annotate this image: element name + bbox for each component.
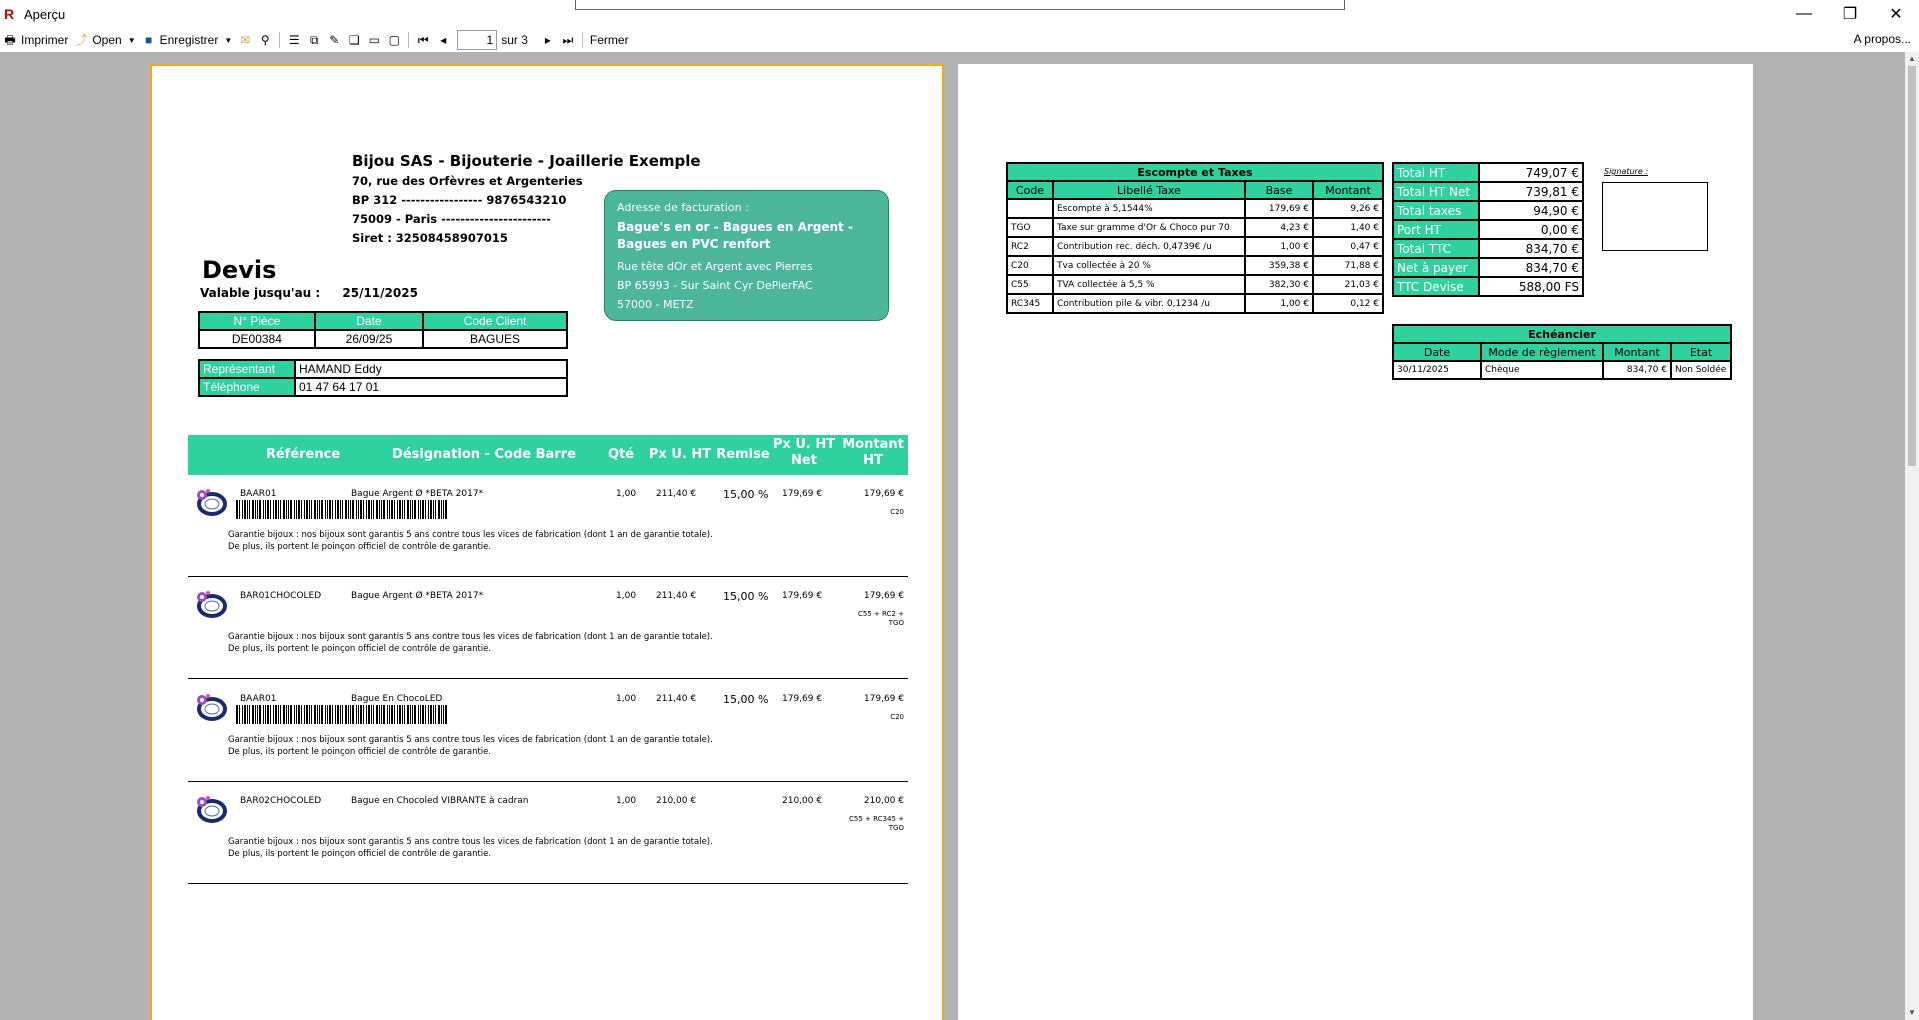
- taxes-header-amount: Montant: [1313, 181, 1383, 199]
- tax-base: 382,30 €: [1245, 275, 1313, 294]
- total-value: 834,70 €: [1479, 239, 1583, 258]
- line-item: [188, 577, 908, 679]
- line-item: [188, 782, 908, 884]
- print-button[interactable]: [0, 29, 71, 51]
- line-net-price: 179,69 €: [782, 489, 823, 499]
- billing-address-box: [604, 190, 889, 321]
- tax-row: [1007, 237, 1383, 256]
- line-discount: 15,00 %: [723, 590, 769, 603]
- line-qty: 1,00: [616, 591, 637, 601]
- signature-label: Signature :: [1604, 167, 1649, 176]
- line-reference: BAAR01: [240, 694, 277, 704]
- header-client: Code Client: [423, 312, 567, 330]
- prev-page-button[interactable]: [433, 29, 453, 51]
- guarantee-line: Garantie bijoux : nos bijoux sont garantis 5 ans contre tous les vices de fabrication (dont 1 an de garantie totale).: [228, 735, 713, 745]
- tax-amount: 21,03 €: [1313, 275, 1383, 294]
- restore-button[interactable]: ❐: [1842, 6, 1858, 23]
- line-item: [188, 680, 908, 782]
- tax-label: TVA collectée à 5,5 %: [1053, 275, 1245, 294]
- copy-button[interactable]: [344, 29, 364, 51]
- ring-product-icon: [192, 794, 228, 824]
- line-designation: Bague Argent Ø *BETA 2017*: [351, 489, 484, 499]
- billing-address-line: 57000 - METZ: [617, 298, 694, 311]
- barcode: [236, 705, 448, 724]
- email-button[interactable]: [235, 29, 255, 51]
- total-label: Port HT: [1393, 220, 1479, 239]
- validity-date: 25/11/2025: [342, 286, 418, 300]
- prev-page-icon: ◂: [440, 33, 447, 47]
- tax-row: [1007, 199, 1383, 218]
- tax-base: 4,23 €: [1245, 218, 1313, 237]
- tax-label: Tva collectée à 20 %: [1053, 256, 1245, 275]
- line-qty: 1,00: [616, 489, 637, 499]
- line-reference: BAAR01: [240, 489, 277, 499]
- last-page-button[interactable]: [558, 29, 578, 51]
- company-address-line: 75009 - Paris -----------------------: [352, 212, 551, 226]
- barcode: [236, 500, 448, 519]
- col-qty: Qté: [607, 447, 635, 462]
- rep-label: Représentant: [199, 360, 295, 378]
- line-net-price: 210,00 €: [782, 796, 823, 806]
- piece-number: DE00384: [199, 330, 315, 348]
- schedule-header-mode: Mode de règlement: [1481, 343, 1603, 361]
- new-page-button[interactable]: [364, 29, 384, 51]
- line-net-price: 179,69 €: [782, 591, 823, 601]
- print-label: Imprimer: [21, 33, 69, 47]
- line-designation: Bague Argent Ø *BETA 2017*: [351, 591, 484, 601]
- preview-area[interactable]: [0, 52, 1919, 1020]
- tax-base: 179,69 €: [1245, 199, 1313, 218]
- schedule-mode: Chèque: [1481, 361, 1603, 379]
- scroll-down-icon[interactable]: ▼: [1908, 1008, 1916, 1017]
- tax-code: RC345: [1007, 294, 1053, 313]
- open-button[interactable]: [71, 29, 138, 51]
- guarantee-note: [228, 529, 713, 553]
- line-net-price: 179,69 €: [782, 694, 823, 704]
- total-label: TTC Devise: [1393, 277, 1479, 296]
- tel-value: 01 47 64 17 01: [295, 378, 567, 396]
- line-unit-price: 211,40 €: [656, 694, 697, 704]
- open-label: Open: [92, 33, 122, 47]
- billing-label: Adresse de facturation :: [617, 201, 749, 214]
- vertical-scrollbar[interactable]: [1905, 52, 1919, 1020]
- billing-address-line: BP 65993 - Sur Saint Cyr DePierFAC: [617, 279, 813, 292]
- total-row: [1393, 201, 1583, 220]
- window-controls: [1781, 0, 1919, 28]
- total-row: [1393, 182, 1583, 201]
- total-row: [1393, 220, 1583, 239]
- last-page-icon: ⏭: [562, 33, 574, 47]
- separator: [408, 32, 409, 48]
- ring-product-icon: [192, 487, 228, 517]
- schedule-amount: 834,70 €: [1603, 361, 1671, 379]
- lines-header: [188, 435, 908, 475]
- page-2: [958, 64, 1753, 1020]
- tax-amount: 0,47 €: [1313, 237, 1383, 256]
- page-1: [150, 64, 944, 1020]
- total-value: 749,07 €: [1479, 163, 1583, 182]
- tax-amount: 9,26 €: [1313, 199, 1383, 218]
- schedule-header-state: Etat: [1671, 343, 1731, 361]
- total-value: 588,00 FS: [1479, 277, 1583, 296]
- close-window-button[interactable]: ✕: [1889, 6, 1903, 23]
- guarantee-note: [228, 631, 713, 655]
- total-value: 834,70 €: [1479, 258, 1583, 277]
- open-folder-icon: ⤴: [75, 33, 88, 47]
- line-qty: 1,00: [616, 796, 637, 806]
- first-page-icon: ⏮: [417, 33, 429, 47]
- guarantee-line: De plus, ils portent le poinçon officiel de contrôle de garantie.: [228, 542, 492, 552]
- line-tax-codes: C55 + RC345 + TGO: [849, 815, 904, 832]
- tax-base: 1,00 €: [1245, 294, 1313, 313]
- edit-button[interactable]: [324, 29, 344, 51]
- tax-base: 359,38 €: [1245, 256, 1313, 275]
- save-label: Enregistrer: [159, 33, 219, 47]
- close-preview-button[interactable]: [587, 29, 632, 51]
- col-designation: Désignation - Code Barre: [392, 447, 576, 462]
- first-page-button[interactable]: [413, 29, 433, 51]
- line-amount: 179,69 €: [863, 591, 904, 601]
- line-amount: 179,69 €: [863, 489, 904, 499]
- totals-table: [1392, 162, 1584, 297]
- tax-amount: 1,40 €: [1313, 218, 1383, 237]
- tax-code: C20: [1007, 256, 1053, 275]
- tax-code: TGO: [1007, 218, 1053, 237]
- company-address-line: BP 312 ----------------- 9876543210: [352, 193, 567, 207]
- copy-icon: ❏: [348, 33, 360, 47]
- app-icon: R: [4, 6, 15, 22]
- line-amount: 210,00 €: [863, 796, 904, 806]
- header-piece: N° Pièce: [199, 312, 315, 330]
- search-button[interactable]: [255, 29, 275, 51]
- taxes-table: [1006, 162, 1384, 314]
- company-name: Bijou SAS - Bijouterie - Joaillerie Exemple: [352, 152, 701, 170]
- total-row: [1393, 258, 1583, 277]
- line-unit-price: 211,40 €: [656, 489, 697, 499]
- guarantee-note: [228, 836, 713, 860]
- line-qty: 1,00: [616, 694, 637, 704]
- guarantee-note: [228, 734, 713, 758]
- total-row: [1393, 277, 1583, 296]
- separator: [582, 32, 583, 48]
- guarantee-line: De plus, ils portent le poinçon officiel de contrôle de garantie.: [228, 747, 492, 757]
- total-label: Total HT Net: [1393, 182, 1479, 201]
- frame-icon: ▢: [388, 33, 400, 47]
- page-icon: ▭: [368, 33, 380, 47]
- page-number-input[interactable]: [457, 30, 497, 50]
- taxes-title: Escompte et Taxes: [1007, 163, 1383, 181]
- billing-name: Bagues en PVC renfort: [617, 237, 771, 251]
- col-net-price-l2: Net: [791, 453, 817, 468]
- line-discount: 15,00 %: [723, 488, 769, 501]
- printer-icon: 🖶: [4, 33, 16, 47]
- tax-amount: 0,12 €: [1313, 294, 1383, 313]
- line-item: [188, 475, 908, 577]
- tax-label: Escompte à 5,1544%: [1053, 199, 1245, 218]
- representative-table: [198, 359, 568, 397]
- col-amount: [838, 437, 908, 469]
- client-code: BAGUES: [423, 330, 567, 348]
- schedule-header-date: Date: [1393, 343, 1481, 361]
- ring-product-icon: [192, 692, 228, 722]
- next-page-icon: ▸: [544, 33, 551, 47]
- list-icon: ☰: [288, 33, 300, 47]
- tel-label: Téléphone: [199, 378, 295, 396]
- toolbar: [0, 28, 1919, 52]
- chevron-down-icon[interactable]: ▼: [127, 35, 136, 45]
- close-label: Fermer: [589, 33, 629, 47]
- line-unit-price: 211,40 €: [656, 591, 697, 601]
- schedule-header-amount: Montant: [1603, 343, 1671, 361]
- tax-row: [1007, 218, 1383, 237]
- fullscreen-button[interactable]: [384, 29, 404, 51]
- col-net-price: [772, 437, 836, 469]
- separator: [279, 32, 280, 48]
- guarantee-line: Garantie bijoux : nos bijoux sont garantis 5 ans contre tous les vices de fabrication (dont 1 an de garantie totale).: [228, 837, 713, 847]
- line-designation: Bague en Chocoled VIBRANTE à cadran: [351, 796, 529, 806]
- col-amount-l1: Montant: [842, 437, 904, 452]
- schedule-row: [1393, 361, 1731, 379]
- document-title: Devis: [202, 256, 277, 284]
- line-unit-price: 210,00 €: [656, 796, 697, 806]
- page-count: sur 3: [501, 33, 528, 47]
- tax-base: 1,00 €: [1245, 237, 1313, 256]
- validity-label: Valable jusqu'au :: [200, 286, 321, 300]
- schedule-table: [1392, 324, 1732, 380]
- tax-label: Contribution pile & vibr. 0,1234 /u: [1053, 294, 1245, 313]
- total-row: [1393, 163, 1583, 182]
- taxes-header-code: Code: [1007, 181, 1053, 199]
- guarantee-line: De plus, ils portent le poinçon officiel de contrôle de garantie.: [228, 644, 492, 654]
- total-label: Net à payer: [1393, 258, 1479, 277]
- billing-address-line: Rue tête dOr et Argent avec Pierres: [617, 260, 813, 273]
- col-discount: Remise: [716, 447, 770, 462]
- taxes-header-base: Base: [1245, 181, 1313, 199]
- total-row: [1393, 239, 1583, 258]
- line-amount: 179,69 €: [863, 694, 904, 704]
- tax-amount: 71,88 €: [1313, 256, 1383, 275]
- tax-row: [1007, 275, 1383, 294]
- total-value: 0,00 €: [1479, 220, 1583, 239]
- line-reference: BAR02CHOCOLED: [240, 796, 322, 806]
- about-link[interactable]: A propos...: [1853, 32, 1911, 46]
- total-value: 739,81 €: [1479, 182, 1583, 201]
- signature-box: [1602, 182, 1708, 251]
- line-tax-codes: C20: [890, 508, 904, 516]
- save-button[interactable]: [139, 29, 236, 51]
- total-label: Total taxes: [1393, 201, 1479, 220]
- line-tax-codes: C20: [890, 713, 904, 721]
- schedule-date: 30/11/2025: [1393, 361, 1481, 379]
- top-frame: [575, 0, 1345, 10]
- total-value: 94,90 €: [1479, 201, 1583, 220]
- next-page-button[interactable]: [538, 29, 558, 51]
- line-reference: BAR01CHOCOLED: [240, 591, 322, 601]
- line-tax-codes: C55 + RC2 + TGO: [857, 610, 904, 627]
- taxes-header-label: Libellé Taxe: [1053, 181, 1245, 199]
- total-label: Total HT: [1393, 163, 1479, 182]
- line-discount: 15,00 %: [723, 693, 769, 706]
- document-info-table: [198, 311, 568, 349]
- col-net-price-l1: Px U. HT: [772, 437, 836, 452]
- guarantee-line: De plus, ils portent le poinçon officiel de contrôle de garantie.: [228, 849, 492, 859]
- pages-icon: ⧉: [309, 33, 319, 47]
- tax-row: [1007, 294, 1383, 313]
- company-address-line: 70, rue des Orfèvres et Argenteries: [352, 174, 583, 188]
- guarantee-line: Garantie bijoux : nos bijoux sont garantis 5 ans contre tous les vices de fabrication (dont 1 an de garantie totale).: [228, 530, 713, 540]
- ring-product-icon: [192, 589, 228, 619]
- window-title: Aperçu: [24, 6, 66, 22]
- envelope-icon: ✉: [240, 33, 251, 47]
- header-date: Date: [315, 312, 423, 330]
- thumbnails-button[interactable]: [304, 29, 324, 51]
- tax-code: RC2: [1007, 237, 1053, 256]
- col-amount-l2: HT: [863, 453, 883, 468]
- guarantee-line: Garantie bijoux : nos bijoux sont garantis 5 ans contre tous les vices de fabrication (dont 1 an de garantie totale).: [228, 632, 713, 642]
- rep-value: HAMAND Eddy: [295, 360, 567, 378]
- tax-label: Taxe sur gramme d'Or & Choco pur 70: [1053, 218, 1245, 237]
- validity: [200, 286, 418, 300]
- search-icon: ⚲: [260, 33, 270, 47]
- scrollbar-thumb[interactable]: [1908, 66, 1916, 466]
- line-designation: Bague En ChocoLED: [351, 694, 443, 704]
- scroll-up-icon[interactable]: ▲: [1908, 54, 1916, 63]
- tax-code: C55: [1007, 275, 1053, 294]
- chevron-down-icon[interactable]: ▼: [224, 35, 233, 45]
- edit-icon: ✎: [329, 33, 340, 47]
- tax-label: Contribution rec. déch. 0,4739€ /u: [1053, 237, 1245, 256]
- company-siret: Siret : 32508458907015: [352, 231, 508, 245]
- doc-date: 26/09/25: [315, 330, 423, 348]
- total-label: Total TTC: [1393, 239, 1479, 258]
- schedule-title: Echéancier: [1393, 325, 1731, 343]
- minimize-button[interactable]: —: [1796, 5, 1812, 22]
- title-bar: [0, 0, 1919, 28]
- billing-name: Bague's en or - Bagues en Argent -: [617, 220, 853, 234]
- floppy-disk-icon: ■: [145, 33, 153, 47]
- tax-row: [1007, 256, 1383, 275]
- tax-code: [1007, 199, 1053, 218]
- schedule-state: Non Soldée: [1671, 361, 1731, 379]
- outline-button[interactable]: [284, 29, 304, 51]
- col-unit-price: Px U. HT: [648, 447, 712, 462]
- col-reference: Référence: [265, 447, 341, 462]
